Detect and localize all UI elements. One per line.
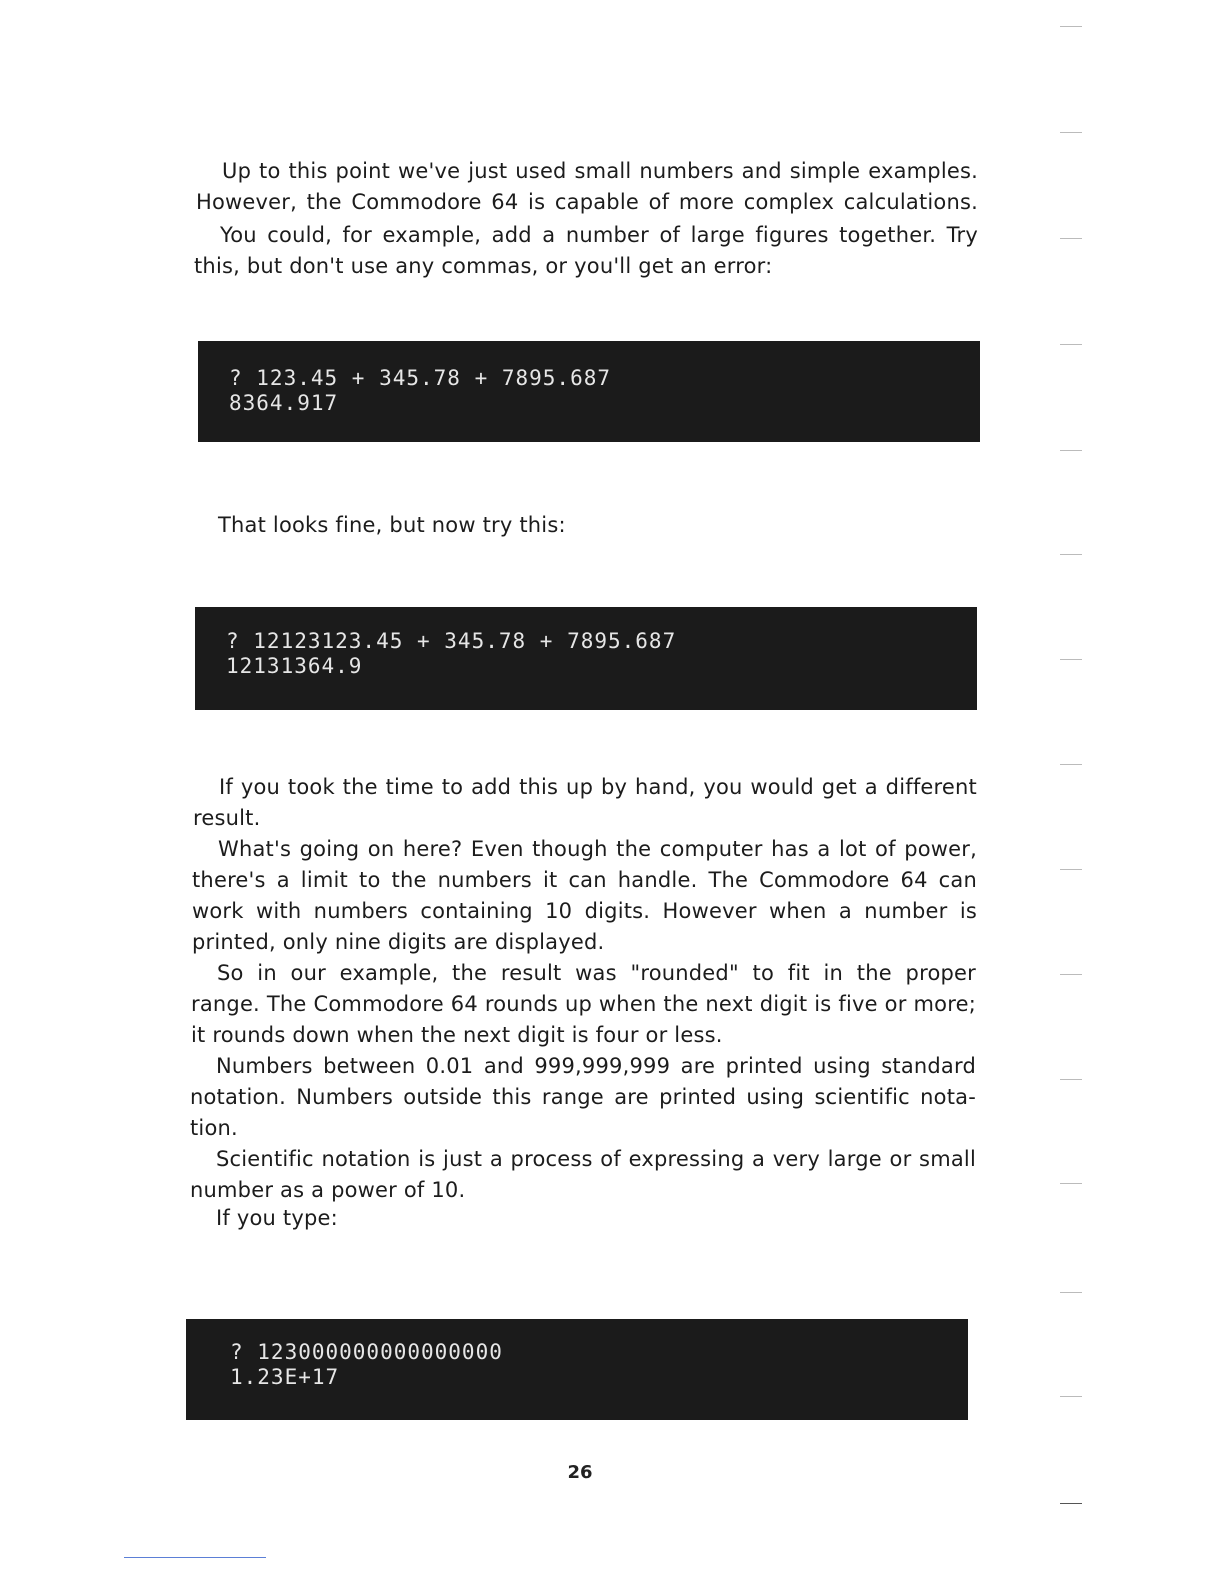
body-paragraph-5 (190, 1144, 976, 1206)
text-line: it rounds down when the next digit is four or less. (191, 1023, 723, 1047)
text-line: work with numbers containing 10 digits. However when a number is (192, 899, 977, 923)
screen-output-line: 8364.917 (229, 391, 339, 415)
margin-mark (1060, 869, 1082, 870)
margin-mark (1060, 1183, 1082, 1184)
bottom-rule (124, 1557, 266, 1558)
text-line: Up to this point we've just used small numbers and simple examples. (222, 159, 978, 183)
text-line: However, the Commodore 64 is capable of more complex calculations. (196, 190, 978, 214)
middle-paragraph (218, 510, 918, 541)
body-paragraph-4 (190, 1051, 976, 1144)
margin-mark (1060, 238, 1082, 239)
intro-paragraph-2 (194, 220, 978, 282)
margin-mark (1060, 554, 1082, 555)
margin-mark (1060, 450, 1082, 451)
text-line: result. (193, 806, 261, 830)
margin-mark (1060, 1079, 1082, 1080)
intro-paragraph-1 (196, 156, 978, 218)
text-line: You could, for example, add a number of large figures together. Try (220, 223, 978, 247)
page-number: 26 (567, 1462, 593, 1483)
text-line: That looks fine, but now try this: (218, 513, 566, 537)
text-line: tion. (190, 1116, 238, 1140)
basic-screen-example-1 (198, 341, 980, 442)
body-paragraph-6 (190, 1203, 976, 1234)
basic-screen-example-2 (195, 607, 977, 710)
text-line: If you took the time to add this up by hand, you would get a different (219, 775, 977, 799)
text-line: there's a limit to the numbers it can handle. The Commodore 64 can (192, 868, 977, 892)
text-line: So in our example, the result was "rounded" to fit in the proper (217, 961, 976, 985)
text-line: If you type: (216, 1206, 338, 1230)
body-paragraph-2 (192, 834, 977, 958)
margin-mark (1060, 26, 1082, 27)
screen-input-line: ? 12123123.45 + 345.78 + 7895.687 (226, 629, 677, 653)
margin-mark (1060, 764, 1082, 765)
text-line: this, but don't use any commas, or you'll get an error: (194, 254, 773, 278)
screen-input-line: ? 123000000000000000 (230, 1340, 503, 1364)
margin-mark (1060, 344, 1082, 345)
margin-mark (1060, 132, 1082, 133)
body-paragraph-3 (191, 958, 976, 1051)
margin-mark (1060, 659, 1082, 660)
margin-mark (1060, 1292, 1082, 1293)
text-line: Scientific notation is just a process of expressing a very large or small (216, 1147, 976, 1171)
screen-output-line: 1.23E+17 (230, 1365, 340, 1389)
margin-mark (1060, 1396, 1082, 1397)
screen-input-line: ? 123.45 + 345.78 + 7895.687 (229, 366, 612, 390)
text-line: What's going on here? Even though the computer has a lot of power, (218, 837, 977, 861)
text-line: range. The Commodore 64 rounds up when the next digit is five or more; (191, 992, 976, 1016)
screen-output-line: 12131364.9 (226, 654, 363, 678)
margin-mark (1060, 1503, 1082, 1504)
text-line: printed, only nine digits are displayed. (192, 930, 605, 954)
basic-screen-example-3 (186, 1319, 968, 1420)
text-line: notation. Numbers outside this range are printed using scientific nota- (190, 1085, 976, 1109)
margin-mark (1060, 974, 1082, 975)
text-line: Numbers between 0.01 and 999,999,999 are printed using standard (216, 1054, 976, 1078)
body-paragraph-1 (193, 772, 977, 834)
text-line: number as a power of 10. (190, 1178, 466, 1202)
